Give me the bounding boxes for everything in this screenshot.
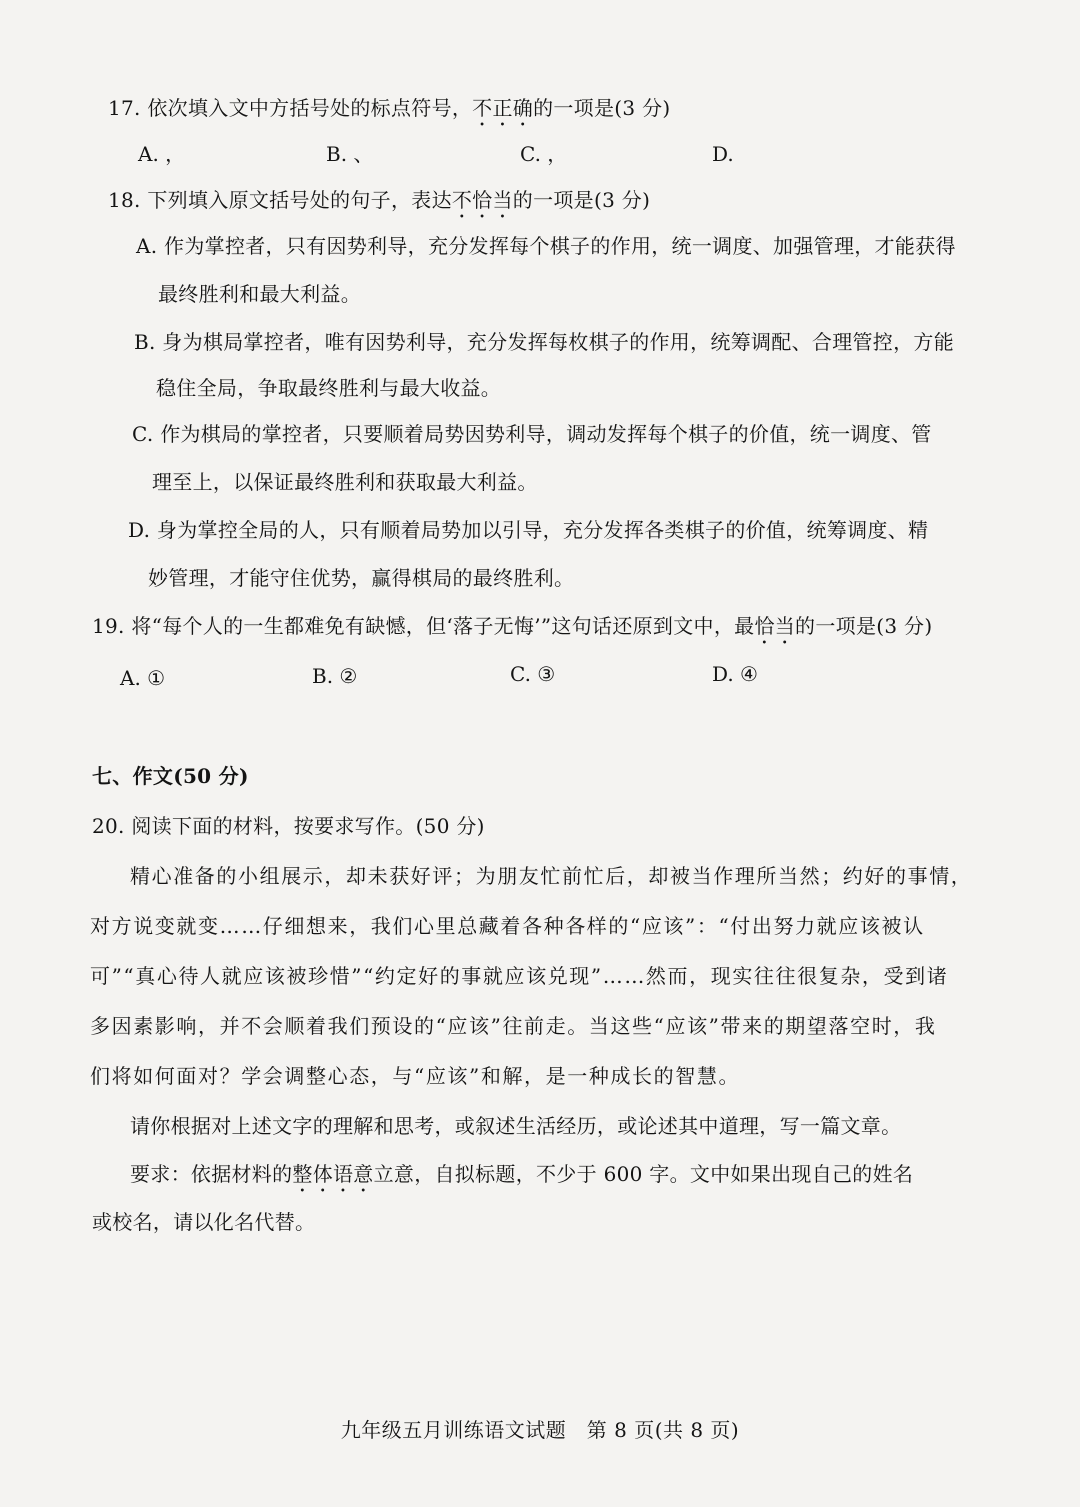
- q20-requirement-line2: 或校名，请以化名代替。: [92, 1210, 316, 1234]
- q18-option-c-line2: 理至上，以保证最终胜利和获取最大利益。: [152, 470, 538, 494]
- q20-material-line1: 精心准备的小组展示，却未获好评；为朋友忙前忙后，却被当作理所当然；约好的事情，: [130, 864, 973, 888]
- q17-option-d: D.: [712, 142, 734, 166]
- q20-requirement-emphasis: 整体语意: [292, 1162, 374, 1186]
- q20-material-line5: 们将如何面对？学会调整心态，与“应该”和解，是一种成长的智慧。: [90, 1064, 741, 1088]
- q19-option-d: D. ④: [712, 662, 758, 686]
- q17-option-a: A. ，: [138, 142, 186, 166]
- q18-option-b-line1: B. 身为棋局掌控者，唯有因势利导，充分发挥每枚棋子的作用，统筹调配、合理管控，方能: [134, 330, 955, 354]
- q17-stem-post: 的一项是(3 分): [533, 96, 671, 120]
- q19-stem: [92, 612, 932, 649]
- q19-stem-post: 的一项是(3 分): [795, 614, 933, 638]
- q19-option-a: A. ①: [120, 666, 166, 690]
- q20-requirement-pre: 要求：依据材料的: [130, 1162, 293, 1186]
- q20-material-line2: 对方说变就变……仔细想来，我们心里总藏着各种各样的“应该”：“付出努力就应该被认: [90, 914, 925, 938]
- q17-stem-emphasis: 不正确: [472, 96, 534, 120]
- q19-option-c: C. ③: [510, 662, 556, 686]
- q19-option-b: B. ②: [312, 664, 358, 688]
- q19-stem-emphasis: 恰当: [754, 614, 796, 638]
- q18-stem-post: 的一项是(3 分): [512, 188, 651, 212]
- q18-option-d-line2: 妙管理，才能守住优势，赢得棋局的最终胜利。: [148, 566, 575, 590]
- q18-stem-pre: 18. 下列填入原文括号处的句子，表达: [108, 188, 452, 212]
- q18-stem-emphasis: 不恰当: [451, 188, 513, 212]
- q20-material-line3: 可”“真心待人就应该被珍惜”“约定好的事就应该兑现”……然而，现实往往很复杂，受到诸: [90, 964, 949, 988]
- q20-stem: 20. 阅读下面的材料，按要求写作。(50 分): [92, 814, 485, 838]
- q18-option-a-line1: A. 作为掌控者，只有因势利导，充分发挥每个棋子的作用，统一调度、加强管理，才能获得: [136, 234, 956, 258]
- q17-option-c: C. ，: [520, 142, 568, 166]
- q20-requirement: [130, 1160, 913, 1197]
- q19-stem-pre: 19. 将“每个人的一生都难免有缺憾，但‘落子无悔’”这句话还原到文中，最: [92, 614, 755, 638]
- q17-option-b: B. 、: [326, 142, 374, 166]
- section-title-composition: 七、作文(50 分): [92, 764, 249, 788]
- q18-option-a-line2: 最终胜利和最大利益。: [158, 282, 361, 306]
- q20-material-line4: 多因素影响，并不会顺着我们预设的“应该”往前走。当这些“应该”带来的期望落空时，我: [90, 1014, 937, 1038]
- q18-stem: [108, 186, 650, 223]
- q17-stem-pre: 17. 依次填入文中方括号处的标点符号，: [108, 96, 473, 120]
- q18-option-c-line1: C. 作为棋局的掌控者，只要顺着局势因势利导，调动发挥每个棋子的价值，统一调度、管: [132, 422, 932, 446]
- q17-stem: [108, 94, 670, 131]
- page-footer: 九年级五月训练语文试题 第 8 页(共 8 页): [340, 1418, 740, 1442]
- q20-prompt: 请你根据对上述文字的理解和思考，或叙述生活经历，或论述其中道理，写一篇文章。: [130, 1114, 902, 1138]
- q18-option-b-line2: 稳住全局，争取最终胜利与最大收益。: [156, 376, 502, 400]
- q20-requirement-post: 立意，自拟标题，不少于 600 字。文中如果出现自己的姓名: [373, 1162, 914, 1186]
- q18-option-d-line1: D. 身为掌控全局的人，只有顺着局势加以引导，充分发挥各类棋子的价值，统筹调度、精: [128, 518, 929, 542]
